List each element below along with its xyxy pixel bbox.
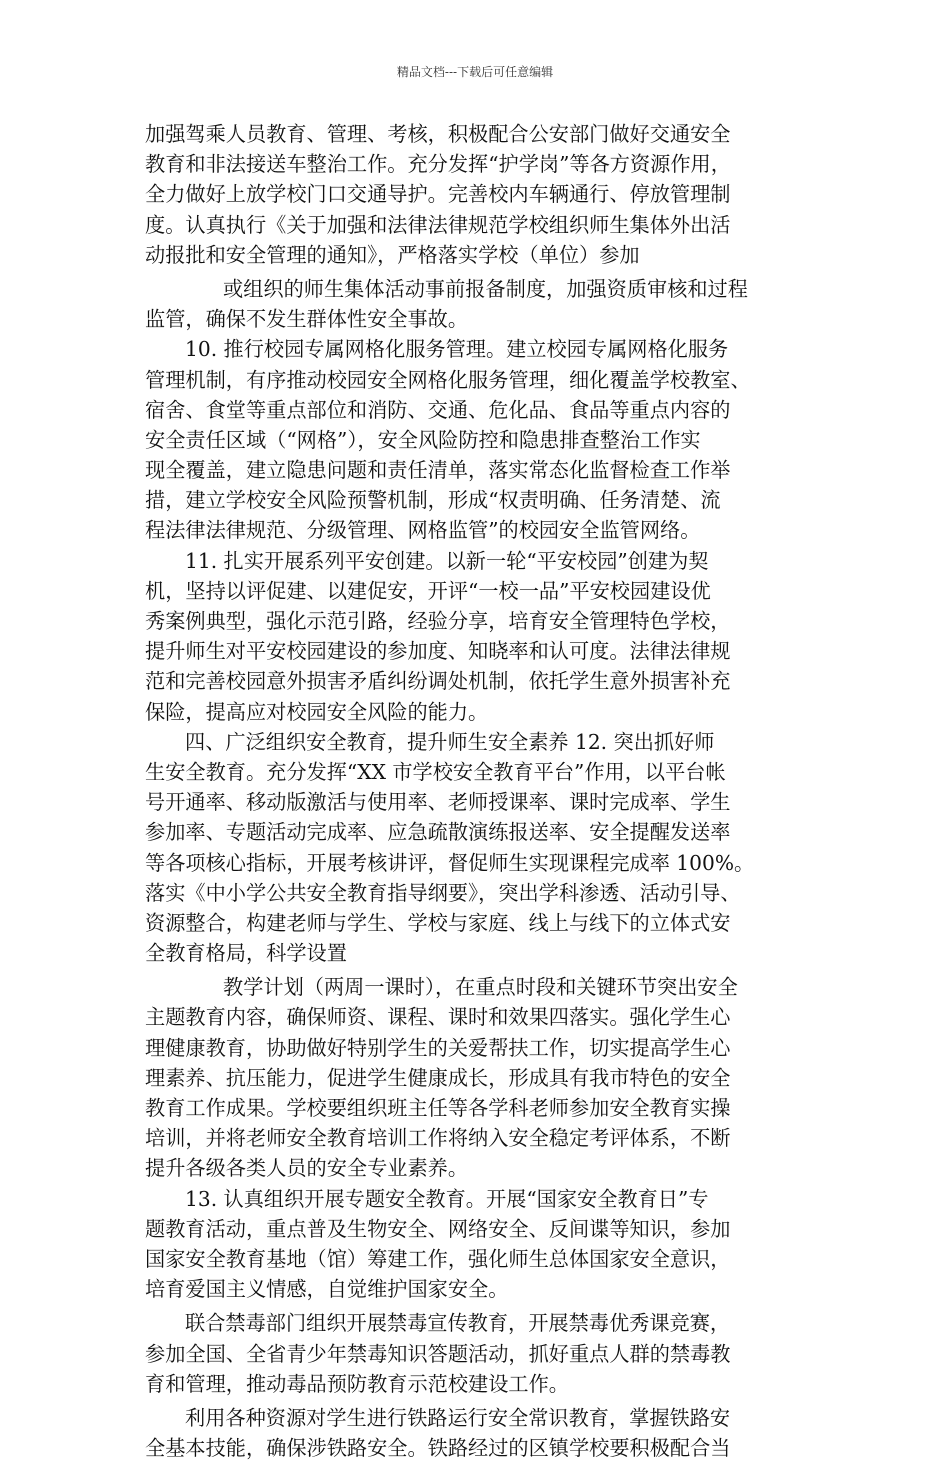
text-line: 监管，确保不发生群体性安全事故。 bbox=[145, 307, 469, 332]
text-line: 13. 认真组织开展专题安全教育。开展“国家安全教育日”专 bbox=[185, 1186, 709, 1211]
text-line: 措，建立学校安全风险预警机制，形成“权责明确、任务清楚、流 bbox=[145, 488, 721, 513]
text-line: 国家安全教育基地（馆）筹建工作，强化师生总体国家安全意识， bbox=[145, 1246, 731, 1271]
text-line: 四、广泛组织安全教育，提升师生安全素养 12. 突出抓好师 bbox=[185, 729, 715, 754]
text-line: 全力做好上放学校门口交通导护。完善校内车辆通行、停放管理制 bbox=[145, 182, 731, 207]
text-line: 教育和非法接送车整治工作。充分发挥“护学岗”等各方资源作用， bbox=[145, 152, 731, 177]
text-line: 保险，提高应对校园安全风险的能力。 bbox=[145, 699, 489, 724]
text-line: 全教育格局，科学设置 bbox=[145, 941, 347, 966]
text-line: 度。认真执行《关于加强和法律法律规范学校组织师生集体外出活 bbox=[145, 212, 731, 237]
text-line: 联合禁毒部门组织开展禁毒宣传教育，开展禁毒优秀课竞赛， bbox=[185, 1311, 731, 1336]
text-line: 号开通率、移动版激活与使用率、老师授课率、课时完成率、学生 bbox=[145, 790, 731, 815]
text-line: 利用各种资源对学生进行铁路运行安全常识教育，掌握铁路安 bbox=[185, 1405, 731, 1430]
text-line: 程法律法律规范、分级管理、网格监管”的校园安全监管网络。 bbox=[145, 518, 701, 543]
text-line: 现全覆盖，建立隐患问题和责任清单，落实常态化监督检查工作举 bbox=[145, 458, 731, 483]
text-line: 安全责任区域（“网格”），安全风险防控和隐患排查整治工作实 bbox=[145, 427, 701, 452]
text-line: 或组织的师生集体活动事前报备制度，加强资质审核和过程 bbox=[223, 276, 748, 301]
text-line: 11. 扎实开展系列平安创建。以新一轮“平安校园”创建为契 bbox=[185, 548, 709, 573]
text-line: 主题教育内容，确保师资、课程、课时和效果四落实。强化学生心 bbox=[145, 1005, 731, 1030]
text-line: 提升师生对平安校园建设的参加度、知晓率和认可度。法律法律规 bbox=[145, 639, 731, 664]
text-line: 加强驾乘人员教育、管理、考核，积极配合公安部门做好交通安全 bbox=[145, 122, 731, 146]
text-line: 管理机制，有序推动校园安全网格化服务管理，细化覆盖学校教室、 bbox=[145, 367, 751, 392]
text-line: 教学计划（两周一课时），在重点时段和关键环节突出安全 bbox=[223, 975, 738, 1000]
text-line: 10. 推行校园专属网格化服务管理。建立校园专属网格化服务 bbox=[185, 337, 729, 362]
text-line: 育和管理，推动毒品预防教育示范校建设工作。 bbox=[145, 1371, 569, 1396]
text-line: 等各项核心指标，开展考核讲评，督促师生实现课程完成率 100%。 bbox=[145, 850, 755, 875]
text-line: 理素养、抗压能力，促进学生健康成长，形成具有我市特色的安全 bbox=[145, 1065, 731, 1090]
document-body bbox=[145, 119, 825, 1463]
text-line: 资源整合，构建老师与学生、学校与家庭、线上与线下的立体式安 bbox=[145, 910, 731, 935]
text-line: 提升各级各类人员的安全专业素养。 bbox=[145, 1156, 469, 1181]
text-line: 宿舍、食堂等重点部位和消防、交通、危化品、食品等重点内容的 bbox=[145, 397, 731, 422]
text-line: 范和完善校园意外损害矛盾纠纷调处机制，依托学生意外损害补充 bbox=[145, 669, 731, 694]
text-line: 落实《中小学公共安全教育指导纲要》，突出学科渗透、活动引导、 bbox=[145, 880, 741, 905]
text-line: 参加率、专题活动完成率、应急疏散演练报送率、安全提醒发送率 bbox=[145, 820, 731, 845]
text-line: 生安全教育。充分发挥“XX 市学校安全教育平台”作用，以平台帐 bbox=[145, 759, 726, 784]
page-header: 精品文档---下载后可任意编辑 bbox=[396, 65, 554, 79]
text-line: 动报批和安全管理的通知》，严格落实学校（单位）参加 bbox=[145, 242, 640, 267]
text-line: 题教育活动，重点普及生物安全、网络安全、反间谍等知识，参加 bbox=[145, 1216, 731, 1241]
text-line: 秀案例典型，强化示范引路，经验分享，培育安全管理特色学校， bbox=[145, 609, 731, 633]
text-line: 机，坚持以评促建、以建促安，开评“一校一品”平安校园建设优 bbox=[145, 578, 711, 603]
text-line: 理健康教育，协助做好特别学生的关爱帮扶工作，切实提高学生心 bbox=[145, 1035, 731, 1060]
text-line: 培育爱国主义情感，自觉维护国家安全。 bbox=[145, 1277, 509, 1302]
text-line: 全基本技能，确保涉铁路安全。铁路经过的区镇学校要积极配合当 bbox=[145, 1436, 731, 1461]
text-line: 教育工作成果。学校要组织班主任等各学科老师参加安全教育实操 bbox=[145, 1096, 731, 1120]
text-line: 参加全国、全省青少年禁毒知识答题活动，抓好重点人群的禁毒教 bbox=[145, 1341, 731, 1366]
text-line: 培训，并将老师安全教育培训工作将纳入安全稳定考评体系，不断 bbox=[145, 1126, 731, 1151]
